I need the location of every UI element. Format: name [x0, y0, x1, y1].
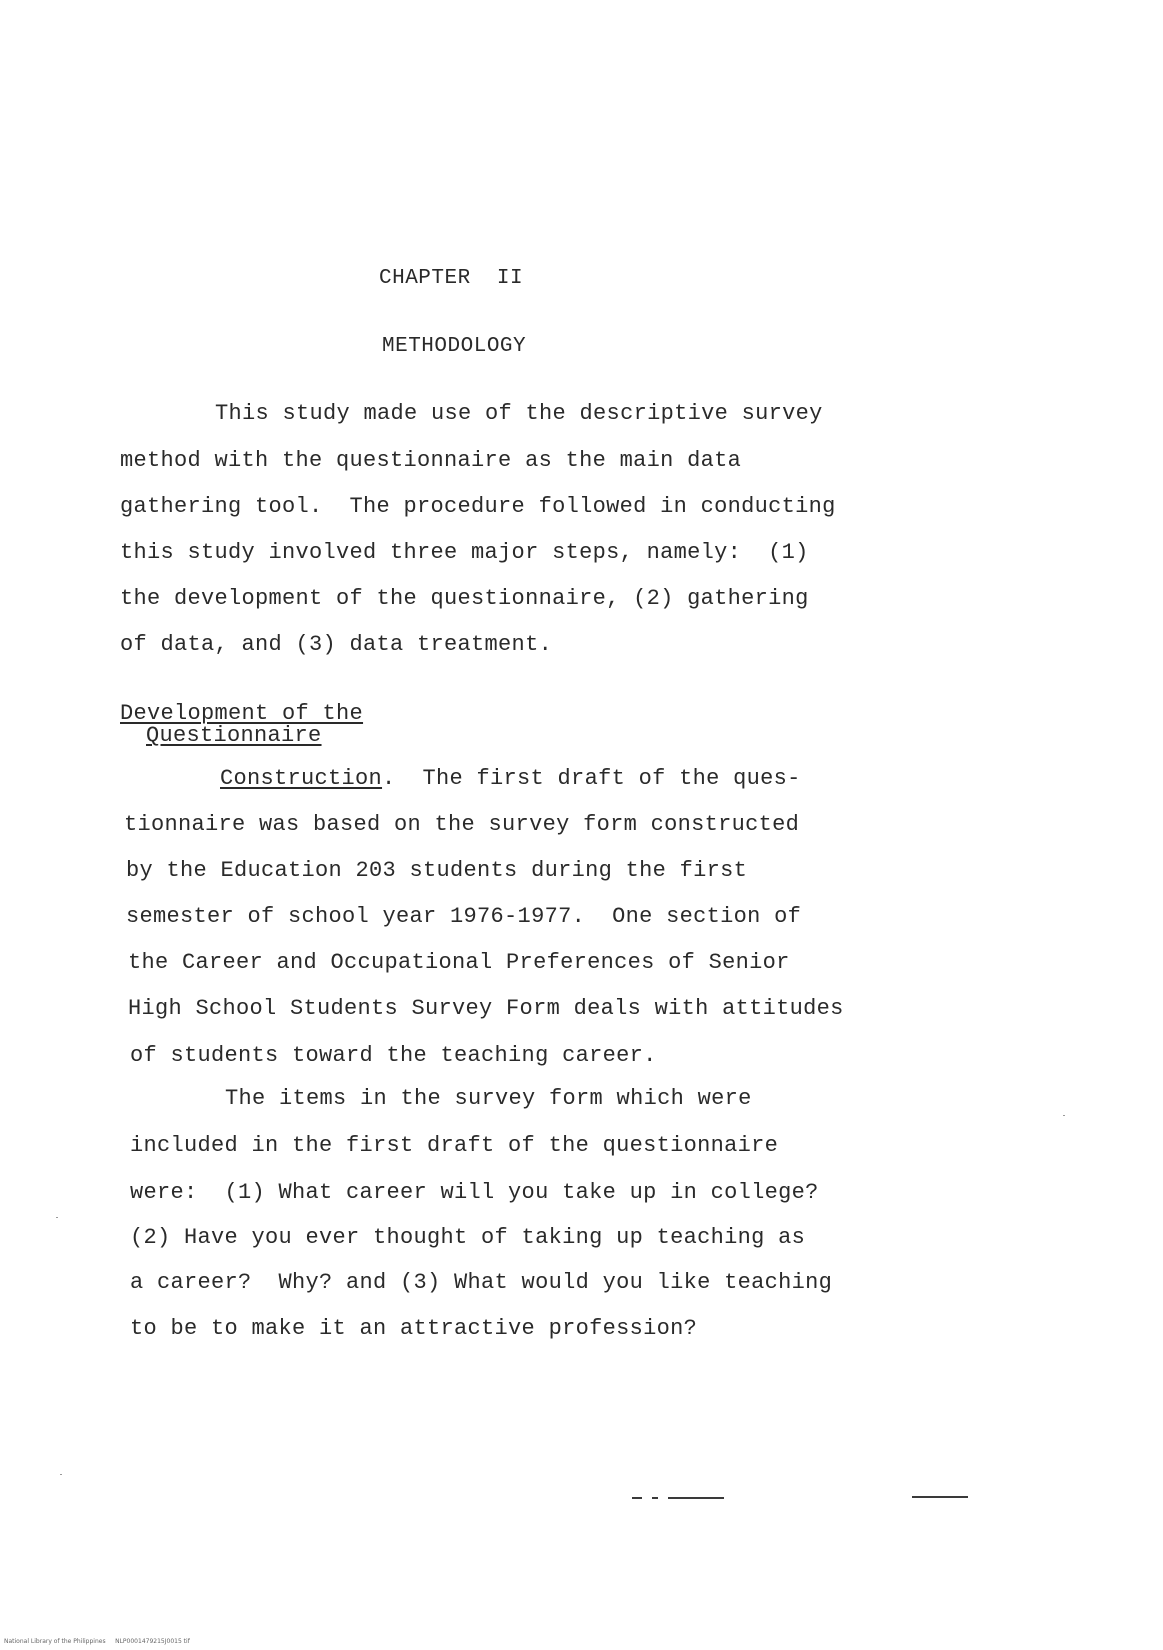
scan-mark — [632, 1497, 642, 1499]
scan-mark — [668, 1497, 724, 1499]
chapter-title: CHAPTER II — [379, 267, 524, 290]
construction-line: by the Education 203 students during the first — [126, 858, 748, 883]
intro-line: gathering tool. The procedure followed in conducting — [120, 494, 836, 519]
items-line: to be to make it an attractive profession? — [130, 1316, 698, 1341]
intro-line: This study made use of the descriptive survey — [215, 401, 823, 426]
items-line: (2) Have you ever thought of taking up teaching as — [130, 1225, 806, 1250]
scan-speck — [56, 1217, 58, 1218]
subsection-heading-line2: Questionnaire — [146, 723, 322, 748]
footer-caption: National Library of the Philippines NLP0001479215J0015 tif — [4, 1638, 190, 1645]
construction-first-line — [220, 766, 801, 792]
run-in-heading: Construction — [220, 766, 383, 791]
items-line: were: (1) What career will you take up in college? — [130, 1180, 819, 1205]
scan-mark — [652, 1497, 658, 1499]
section-title: METHODOLOGY — [382, 335, 527, 358]
construction-line: semester of school year 1976-1977. One section of — [126, 904, 802, 929]
construction-line: High School Students Survey Form deals with attitudes — [128, 996, 844, 1021]
scan-speck — [1063, 1115, 1065, 1116]
construction-line: of students toward the teaching career. — [130, 1043, 657, 1068]
intro-line: the development of the questionnaire, (2) gathering — [120, 586, 809, 611]
scan-speck — [60, 1474, 62, 1475]
construction-first-line-rest: . The first draft of the ques- — [382, 766, 801, 791]
intro-line: of data, and (3) data treatment. — [120, 632, 553, 657]
intro-line: this study involved three major steps, namely: (1) — [120, 540, 809, 565]
items-line: included in the first draft of the questionnaire — [130, 1133, 779, 1158]
items-line: The items in the survey form which were — [225, 1086, 752, 1111]
scan-mark — [912, 1496, 968, 1498]
construction-line: tionnaire was based on the survey form constructed — [124, 812, 800, 837]
intro-line: method with the questionnaire as the main data — [120, 448, 742, 473]
subsection-heading-line1: Development of the — [120, 701, 364, 726]
items-line: a career? Why? and (3) What would you like teaching — [130, 1270, 833, 1295]
construction-line: the Career and Occupational Preferences of Senior — [128, 950, 790, 975]
